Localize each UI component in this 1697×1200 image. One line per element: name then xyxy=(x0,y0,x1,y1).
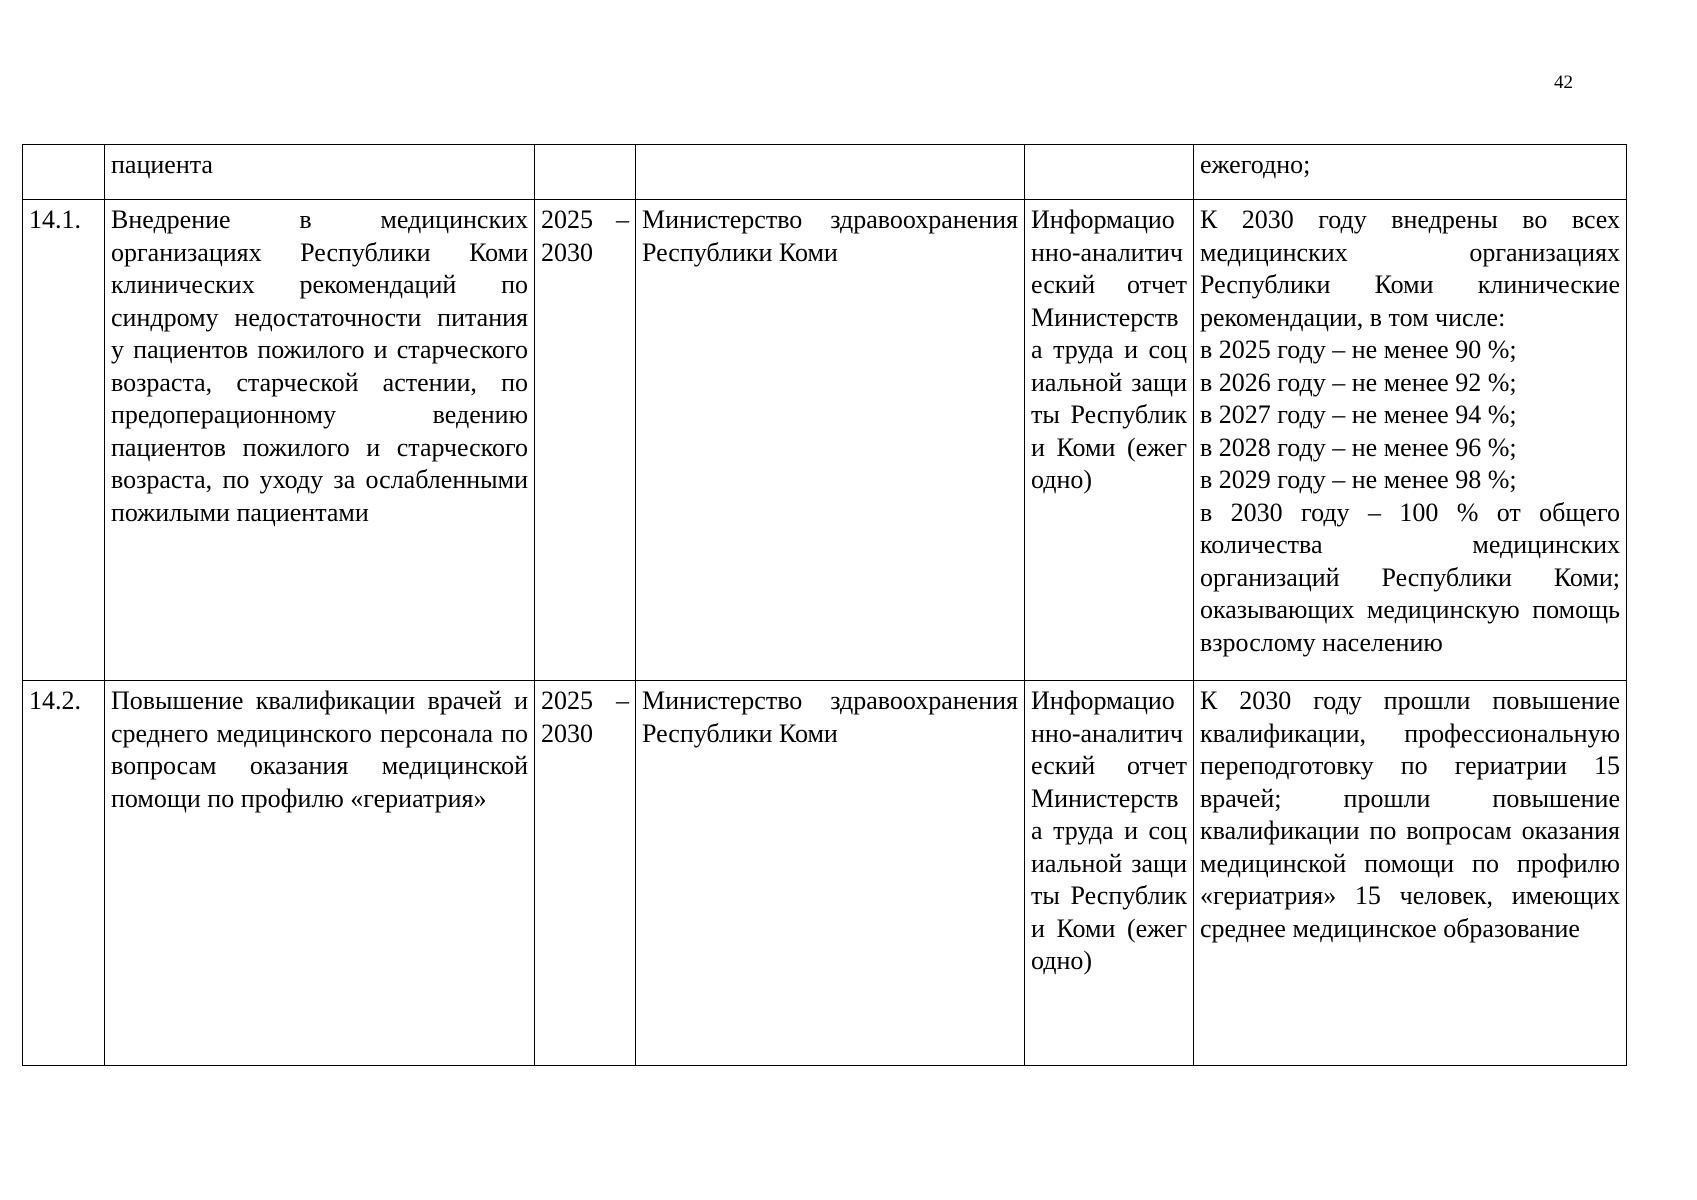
cell-num xyxy=(23,145,105,200)
result-item: в 2029 году – не менее 98 %; xyxy=(1200,465,1517,494)
cell-period: 2025 – 2030 xyxy=(535,681,636,1066)
cell-executor xyxy=(636,145,1025,200)
result-item: в 2027 году – не менее 94 %; xyxy=(1200,400,1517,429)
cell-name: Повышение квалификации врачей и среднего медицинского персонала по вопросам оказания медицинской помощи по профилю «гериатрия» xyxy=(105,681,535,1066)
cell-executor: Министерство здравоохранения Республики Коми xyxy=(636,681,1025,1066)
table-row-continuation xyxy=(23,145,1627,200)
cell-report: Информационно-аналитический отчет Министерства труда и социальной защиты Республики Коми (ежегодно) xyxy=(1025,200,1194,681)
result-item: в 2026 году – не менее 92 %; xyxy=(1200,367,1517,397)
cell-period: 2025 – 2030 xyxy=(535,200,636,681)
cell-result: К 2030 году прошли повышение квалификации, профессиональную переподготовку по гериатрии 15 врачей; прошли повышение квалификации по вопросам оказания медицинской помощи по профилю «гериатрия» 15 человек, имеющих среднее медицинское образование xyxy=(1194,681,1627,1066)
cell-name: Внедрение в медицинских организациях Республики Коми клинических рекомендаций по синдрому недостаточности питания у пациентов пожилого и старческого возраста, старческой астении, по предоперационному ведению пациентов пожилого и старческого возраста, по уходу за ослабленными пожилыми пациентами xyxy=(105,200,535,681)
measures-table xyxy=(22,144,1627,1066)
page-number: 42 xyxy=(1554,72,1573,93)
cell-num: 14.2. xyxy=(23,681,105,1066)
table-row xyxy=(23,681,1627,1066)
result-outro: в 2030 году – 100 % от общего количества медицинских организаций Республики Коми; оказывающих медицинскую помощь взрослому населению xyxy=(1200,497,1620,657)
cell-report: Информационно-аналитический отчет Министерства труда и социальной защиты Республики Коми (ежегодно) xyxy=(1025,681,1194,1066)
cell-report xyxy=(1025,145,1194,200)
cell-result xyxy=(1194,200,1627,681)
table-row xyxy=(23,200,1627,681)
cell-name: пациента xyxy=(105,145,535,200)
cell-num: 14.1. xyxy=(23,200,105,681)
cell-result: ежегодно; xyxy=(1194,145,1627,200)
result-item: в 2025 году – не менее 90 %; xyxy=(1200,335,1517,364)
result-item: в 2028 году – не менее 96 %; xyxy=(1200,432,1517,462)
cell-executor: Министерство здравоохранения Республики Коми xyxy=(636,200,1025,681)
result-intro: К 2030 году внедрены во всех медицинских организациях Республики Коми клинические рекомендации, в том числе: xyxy=(1200,205,1620,332)
cell-period xyxy=(535,145,636,200)
